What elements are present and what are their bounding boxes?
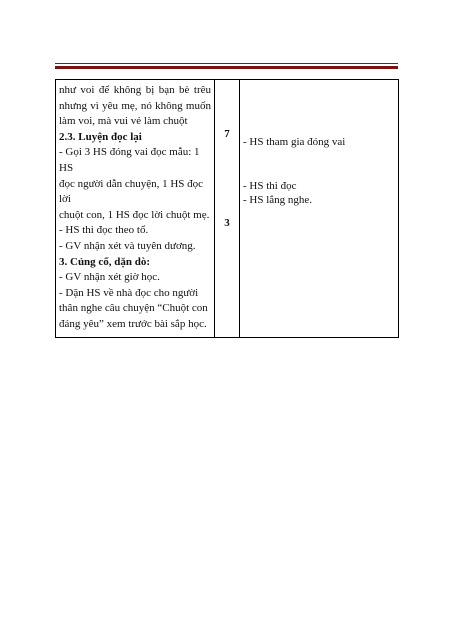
teacher-activities-text	[59, 83, 211, 333]
text-line: đọc người dẫn chuyện, 1 HS đọc lời	[59, 177, 204, 206]
table-row	[56, 80, 399, 338]
text-line: - GV nhận xét và tuyên dương.	[59, 239, 196, 252]
section-heading: 3. Củng cố, dặn dò:	[59, 255, 151, 268]
student-activity-role-play: - HS tham gia đóng vai	[243, 136, 346, 148]
text-line: - Gọi 3 HS đóng vai đọc mẫu: 1 HS	[59, 146, 200, 174]
section-heading: 2.3. Luyện đọc lại	[59, 130, 142, 143]
text-line: đáng yêu” xem trước bài sắp học.	[59, 317, 207, 330]
text-line: - GV nhận xét giờ học.	[59, 271, 160, 284]
header-rule-thick	[55, 66, 398, 69]
text-line: nhưng vì yêu mẹ, nó không muốn	[59, 99, 211, 112]
header-rule-thin	[55, 63, 398, 64]
time-minutes-review: 3	[224, 217, 230, 229]
time-minutes-reading: 7	[224, 128, 230, 140]
text-line: - HS thi đọc theo tổ.	[59, 224, 149, 237]
time-cell	[215, 80, 240, 338]
text-line: chuột con, 1 HS đọc lời chuột mẹ.	[59, 208, 210, 221]
student-activities-cell	[240, 80, 399, 338]
student-activity-read: - HS thi đọc	[243, 180, 297, 192]
text-line: như voi để không bị bạn bè trêu	[59, 84, 211, 96]
lesson-plan-table	[55, 79, 399, 338]
text-line: thân nghe câu chuyện “Chuột con	[59, 302, 208, 315]
student-activity-listen: - HS lắng nghe.	[243, 194, 313, 206]
text-line: - Dặn HS về nhà đọc cho người	[59, 286, 199, 299]
text-line: làm voi, mà vui vẻ làm chuột	[59, 115, 188, 128]
teacher-activities-cell	[56, 80, 215, 338]
